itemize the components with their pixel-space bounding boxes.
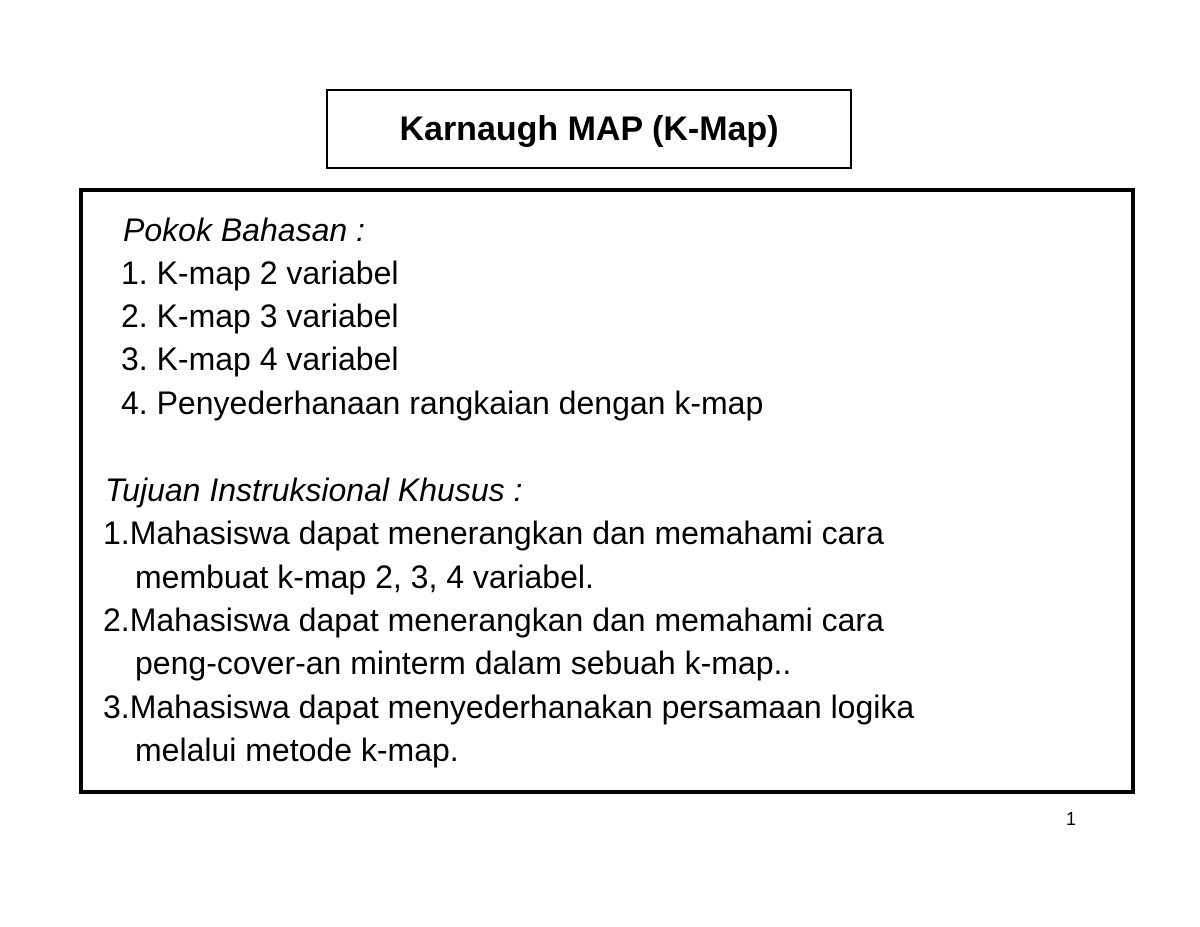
slide-title: Karnaugh MAP (K-Map): [399, 109, 779, 148]
topic-item-3: 3. K-map 4 variabel: [121, 341, 399, 377]
title-box: [326, 89, 852, 169]
objective-1-line-2: membuat k-map 2, 3, 4 variabel.: [135, 559, 594, 595]
topic-item-1: 1. K-map 2 variabel: [121, 255, 399, 291]
objective-2-line-2: peng-cover-an minterm dalam sebuah k-map..: [135, 645, 792, 681]
objective-3-line-1: 3.Mahasiswa dapat menyederhanakan persamaan logika: [103, 689, 915, 725]
content-box: [79, 188, 1135, 794]
topic-item-4: 4. Penyederhanaan rangkaian dengan k-map: [121, 385, 764, 421]
objectives-heading: Tujuan Instruksional Khusus :: [105, 472, 523, 508]
objective-3-line-2: melalui metode k-map.: [135, 732, 459, 768]
objective-2-line-1: 2.Mahasiswa dapat menerangkan dan memahami cara: [103, 602, 884, 638]
topic-item-2: 2. K-map 3 variabel: [121, 298, 399, 334]
page-number: 1: [1066, 809, 1077, 829]
objective-1-line-1: 1.Mahasiswa dapat menerangkan dan memahami cara: [103, 515, 884, 551]
topics-heading: Pokok Bahasan :: [123, 212, 365, 248]
